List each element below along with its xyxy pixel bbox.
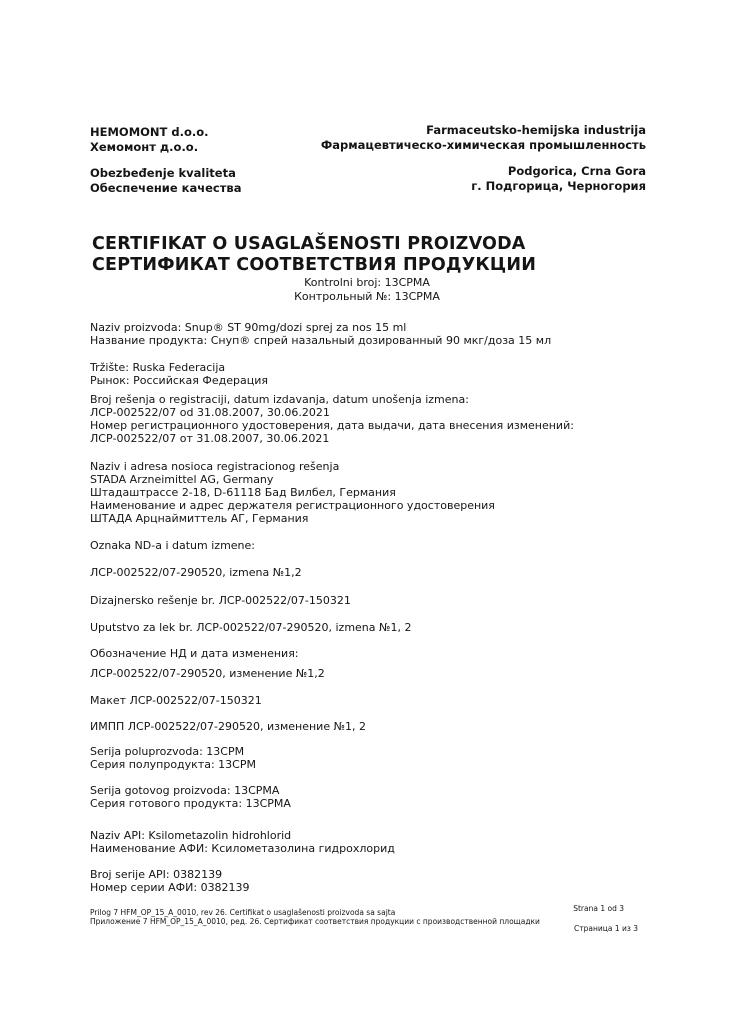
city-cyrillic: г. Подгорица, Черногория bbox=[471, 179, 646, 193]
company-name-latin: HEMOMONT d.o.o. bbox=[90, 125, 209, 139]
holder-name-cyrillic: ШТАДА Арцнаймиттель АГ, Германия bbox=[90, 512, 309, 525]
impp-number-cyrillic: ИМПП ЛСР-002522/07-290520, изменение №1, 2 bbox=[90, 720, 367, 733]
footer-note-cyrillic: Приложение 7 HFM_OP_15_A_0010, ред. 26. Сертификат соответствия продукции с производственной площадки bbox=[90, 917, 540, 926]
title-latin: CERTIFIKAT O USAGLAŠENOSTI PROIZVODA bbox=[92, 234, 526, 254]
registration-value-latin: ЛСР-002522/07 od 31.08.2007, 30.06.2021 bbox=[90, 406, 330, 419]
maket-number-cyrillic: Макет ЛСР-002522/07-150321 bbox=[90, 694, 262, 707]
api-name-cyrillic: Наименование АФИ: Ксилометазолина гидрохлорид bbox=[90, 842, 395, 855]
holder-name-latin: STADA Arzneimittel AG, Germany bbox=[90, 473, 274, 486]
registration-label-latin: Broj rešenja o registraciji, datum izdavanja, datum unošenja izmena: bbox=[90, 393, 469, 406]
design-number-latin: Dizajnersko rešenje br. ЛСР-002522/07-150321 bbox=[90, 594, 351, 607]
market-latin: Tržište: Ruska Federacija bbox=[90, 361, 226, 374]
api-batch-latin: Broj serije API: 0382139 bbox=[90, 868, 223, 881]
company-name-cyrillic: Хемомонт д.о.о. bbox=[90, 140, 199, 154]
page-number-cyrillic: Страница 1 из 3 bbox=[574, 924, 638, 933]
instructions-number-latin: Uputstvo za lek br. ЛСР-002522/07-290520, izmena №1, 2 bbox=[90, 621, 412, 634]
semi-product-batch-cyrillic: Серия полупродукта: 13CPM bbox=[90, 758, 256, 771]
nd-value-latin: ЛСР-002522/07-290520, izmena №1,2 bbox=[90, 566, 302, 579]
api-name-latin: Naziv API: Ksilometazolin hidrohlorid bbox=[90, 829, 292, 842]
holder-address: Штадаштрассе 2-18, D-61118 Бад Вилбел, Германия bbox=[90, 486, 396, 499]
nd-label-cyrillic: Обозначение НД и дата изменения: bbox=[90, 647, 299, 660]
finished-product-batch-cyrillic: Серия готового продукта: 13CPMA bbox=[90, 797, 291, 810]
department-latin: Obezbeđenje kvaliteta bbox=[90, 166, 236, 180]
holder-label-cyrillic: Наименование и адрес держателя регистрационного удостоверения bbox=[90, 499, 495, 512]
nd-value-cyrillic: ЛСР-002522/07-290520, изменение №1,2 bbox=[90, 667, 325, 680]
footer-note-latin: Prilog 7 HFM_OP_15_A_0010, rev 26. Certifikat o usaglašenosti proizvoda sa sajta bbox=[90, 908, 396, 917]
holder-label-latin: Naziv i adresa nosioca registracionog rešenja bbox=[90, 460, 340, 473]
finished-product-batch-latin: Serija gotovog proizvoda: 13CPMA bbox=[90, 784, 280, 797]
control-number-cyrillic: Контрольный №: 13CPMA bbox=[294, 290, 440, 303]
product-name-latin: Naziv proizvoda: Snup® ST 90mg/dozi sprej za nos 15 ml bbox=[90, 321, 407, 334]
market-cyrillic: Рынок: Российская Федерация bbox=[90, 374, 268, 387]
registration-value-cyrillic: ЛСР-002522/07 от 31.08.2007, 30.06.2021 bbox=[90, 432, 330, 445]
industry-cyrillic: Фармацевтическо-химическая промышленность bbox=[320, 138, 646, 152]
control-number-latin: Kontrolni broj: 13CPMA bbox=[304, 276, 430, 289]
title-cyrillic: СЕРТИФИКАТ СООТВЕТСТВИЯ ПРОДУКЦИИ bbox=[92, 255, 537, 275]
department-cyrillic: Обеспечение качества bbox=[90, 181, 242, 195]
nd-label-latin: Oznaka ND-a i datum izmene: bbox=[90, 539, 255, 552]
page-number-latin: Strana 1 od 3 bbox=[573, 904, 624, 913]
api-batch-cyrillic: Номер серии АФИ: 0382139 bbox=[90, 881, 250, 894]
semi-product-batch-latin: Serija poluprozvoda: 13CPM bbox=[90, 745, 245, 758]
product-name-cyrillic: Название продукта: Снуп® спрей назальный дозированный 90 мкг/доза 15 мл bbox=[90, 334, 552, 347]
city-latin: Podgorica, Crna Gora bbox=[507, 164, 646, 178]
industry-latin: Farmaceutsko-hemijska industrija bbox=[426, 123, 646, 137]
registration-label-cyrillic: Номер регистрационного удостоверения, дата выдачи, дата внесения изменений: bbox=[90, 419, 574, 432]
